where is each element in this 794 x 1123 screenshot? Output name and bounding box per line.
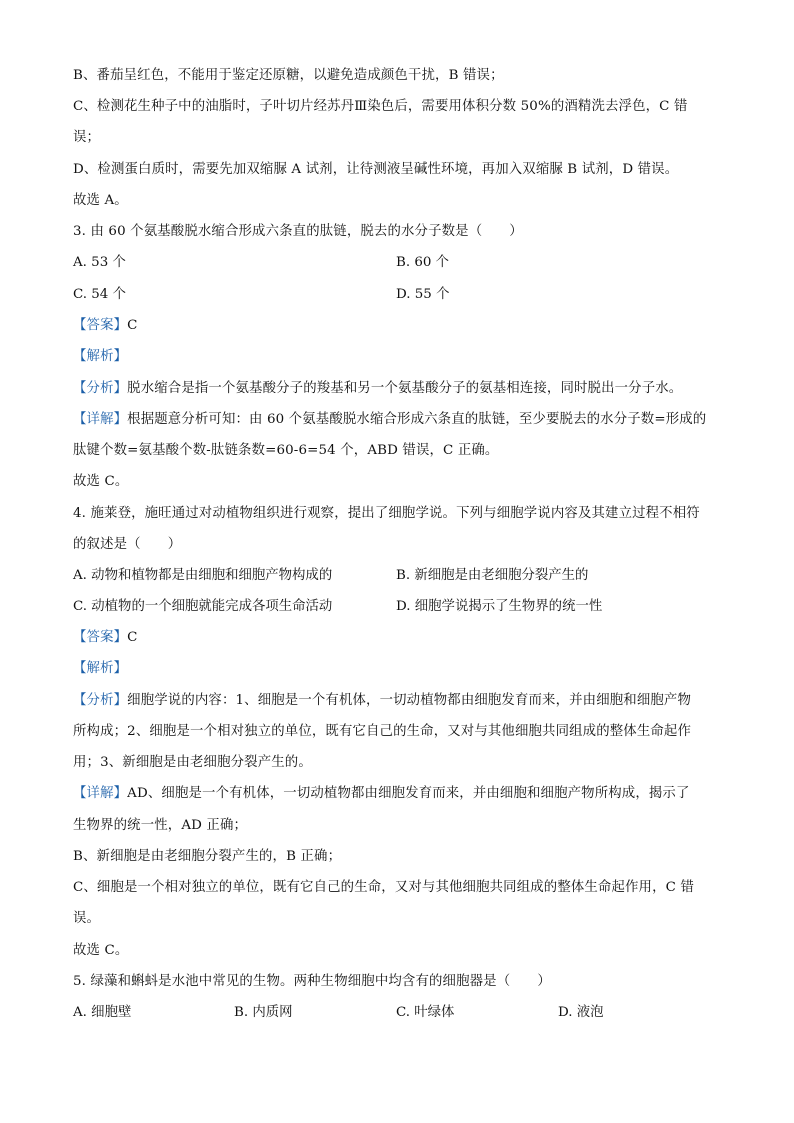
q4-option-a: A. 动物和植物都是由细胞和细胞产物构成的: [73, 568, 333, 583]
fenxi-tag: 【分析】: [73, 693, 128, 708]
question-3: 3. 由 60 个氨基酸脱水缩合形成六条直的肽链，脱去的水分子数是（ ）: [73, 224, 523, 239]
q3-option-d: D. 55 个: [396, 287, 450, 302]
text-line: 肽键个数=氨基酸个数-肽链条数=60-6=54 个，ABD 错误，C 正确。: [73, 443, 499, 458]
xiangjie-text: AD、细胞是一个有机体，一切动植物都由细胞发育而来，并由细胞和细胞产物所构成，揭示了: [127, 786, 690, 801]
fenxi-text: 脱水缩合是指一个氨基酸分子的羧基和另一个氨基酸分子的氨基相连接，同时脱出一分子水。: [127, 381, 683, 396]
q4-fenxi-line: [73, 692, 721, 710]
text-line: B、新细胞是由老细胞分裂产生的，B 正确；: [73, 849, 342, 864]
q4-option-b: B. 新细胞是由老细胞分裂产生的: [396, 568, 589, 583]
fenxi-tag: 【分析】: [73, 381, 128, 396]
q5-option-b: B. 内质网: [234, 1005, 293, 1020]
q5-option-c: C. 叶绿体: [396, 1005, 455, 1020]
answer-tag: 【答案】: [73, 630, 128, 645]
text-line: 所构成；2、细胞是一个相对独立的单位，既有它自己的生命，又对与其他细胞共同组成的整体生命起作: [73, 724, 691, 739]
text-line: 用；3、新细胞是由老细胞分裂产生的。: [73, 755, 312, 770]
text-line: C、检测花生种子中的油脂时，子叶切片经苏丹Ⅲ染色后，需要用体积分数 50%的酒精洗去浮色，C 错: [73, 99, 688, 114]
question-4: 4. 施莱登，施旺通过对动植物组织进行观察，提出了细胞学说。下列与细胞学说内容及其建立过程不相符: [73, 506, 700, 521]
q3-xiangjie-line: [73, 411, 721, 429]
q4-option-d: D. 细胞学说揭示了生物界的统一性: [396, 599, 603, 614]
text-line: 误；: [73, 130, 101, 145]
q3-option-b: B. 60 个: [396, 255, 450, 270]
q4-xiangjie-line: [73, 785, 721, 803]
q5-option-d: D. 液泡: [558, 1005, 604, 1020]
text-line: 故选 C。: [73, 474, 129, 489]
q3-option-c: C. 54 个: [73, 287, 126, 302]
text-line: B、番茄呈红色，不能用于鉴定还原糖，以避免造成颜色干扰，B 错误；: [73, 68, 504, 83]
text-line: 误。: [73, 911, 101, 926]
xiangjie-text: 根据题意分析可知：由 60 个氨基酸脱水缩合形成六条直的肽链，至少要脱去的水分子数=形成的: [127, 412, 707, 427]
q3-answer-line: [73, 317, 721, 335]
xiangjie-tag: 【详解】: [73, 412, 128, 427]
text-line: 故选 C。: [73, 943, 129, 958]
text-line: D、检测蛋白质时，需要先加双缩脲 A 试剂，让待测液呈碱性环境，再加入双缩脲 B 试剂，D 错误。: [73, 162, 679, 177]
q3-option-a: A. 53 个: [73, 255, 126, 270]
xiangjie-tag: 【详解】: [73, 786, 128, 801]
q4-answer-line: [73, 629, 721, 647]
q5-option-a: A. 细胞壁: [73, 1005, 132, 1020]
q3-fenxi-line: [73, 380, 721, 398]
question-5: 5. 绿藻和蝌蚪是水池中常见的生物。两种生物细胞中均含有的细胞器是（ ）: [73, 974, 551, 989]
answer-tag: 【答案】: [73, 318, 128, 333]
jiexi-tag: 【解析】: [73, 349, 128, 364]
q4-option-c: C. 动植物的一个细胞就能完成各项生命活动: [73, 599, 333, 614]
answer-value: C: [127, 318, 138, 333]
text-line: 故选 A。: [73, 193, 128, 208]
jiexi-tag: 【解析】: [73, 661, 128, 676]
text-line: 的叙述是（ ）: [73, 537, 182, 552]
fenxi-text: 细胞学说的内容：1、细胞是一个有机体，一切动植物都由细胞发育而来，并由细胞和细胞产物: [127, 693, 692, 708]
text-line: 生物界的统一性，AD 正确；: [73, 818, 248, 833]
answer-value: C: [127, 630, 138, 645]
text-line: C、细胞是一个相对独立的单位，既有它自己的生命，又对与其他细胞共同组成的整体生命起作用，C 错: [73, 880, 694, 895]
